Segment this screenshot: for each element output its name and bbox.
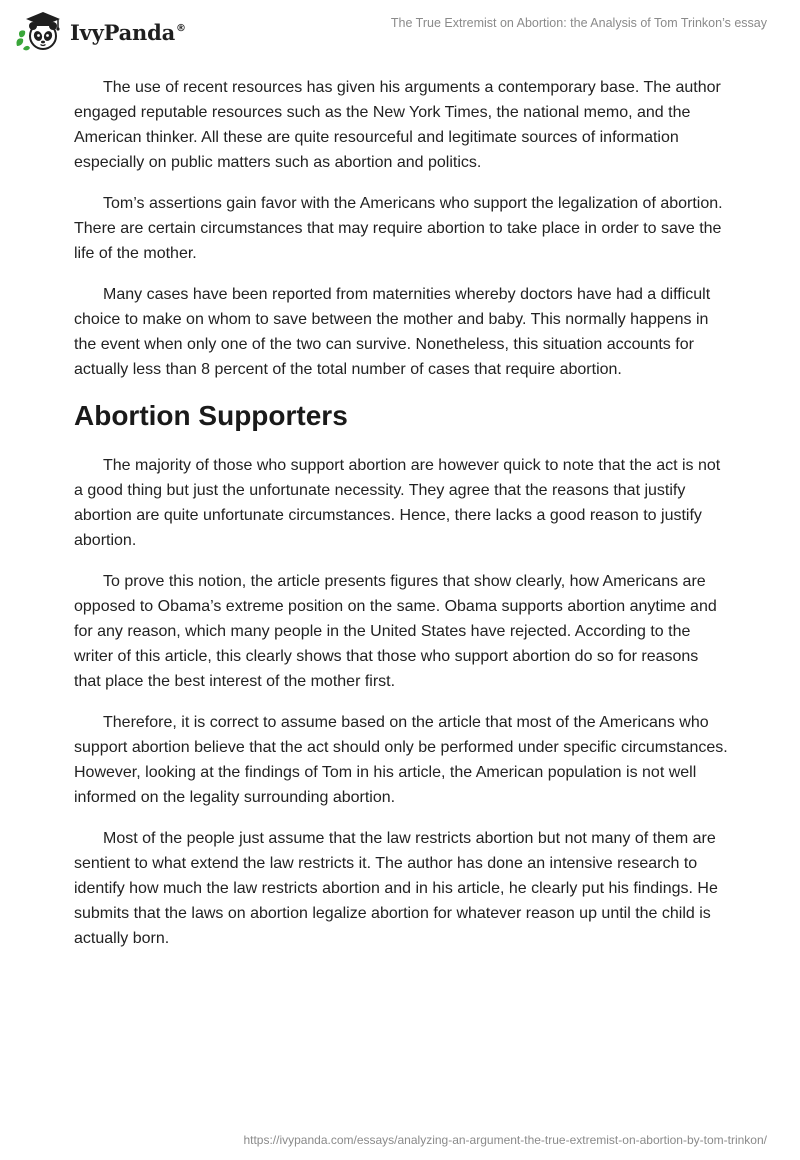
paragraph: The use of recent resources has given his arguments a contemporary base. The author engaged reputable resources such as the New York Times, the national memo, and the American thinker. All these are quite resourceful and legitimate sources of information especially on public matters such as abortion and politics. xyxy=(74,79,721,171)
brand-name: IvyPanda® xyxy=(70,19,186,45)
section-heading: Abortion Supporters xyxy=(74,400,348,431)
paragraph: To prove this notion, the article presents figures that show clearly, how Americans are opposed to Obama’s extreme position on the same. Obama supports abortion anytime and for any reason, which many people in the United States have rejected. According to the writer of this article, this clearly shows that those who support abortion do so for reasons that place the best interest of the mother first. xyxy=(74,573,717,690)
paragraph: The majority of those who support abortion are however quick to note that the act is not a good thing but just the unfortunate necessity. They agree that the reasons that justify abortion are quite unfortunate circumstances. Hence, there lacks a good reason to justify abortion. xyxy=(74,457,721,549)
paragraph: Most of the people just assume that the law restricts abortion but not many of them are sentient to what extend the law restricts it. The author has done an intensive research to identify how much the law restricts abortion and in his article, he clearly put his findings. He submits that the laws on abortion legalize abortion for whatever reason up until the child is actually born. xyxy=(74,830,718,947)
panda-graduate-icon xyxy=(14,10,64,52)
paragraph: Therefore, it is correct to assume based on the article that most of the Americans who support abortion believe that the act should only be performed under specific circumstances. However, looking at the findings of Tom in his article, the American population is not well informed on the legality surrounding abortion. xyxy=(74,714,728,806)
paragraph: Many cases have been reported from maternities whereby doctors have had a difficult choice to make on whom to save between the mother and baby. This normally happens in the event when only one of the two can survive. Nonetheless, this situation accounts for actually less than 8 percent of the total number of cases that require abortion. xyxy=(74,286,711,378)
source-url[interactable]: https://ivypanda.com/essays/analyzing-an-argument-the-true-extremist-on-abortion-by-tom-trinkon/ xyxy=(243,1133,767,1147)
essay-content xyxy=(74,75,729,967)
document-title: The True Extremist on Abortion: the Analysis of Tom Trinkon’s essay xyxy=(390,16,767,30)
paragraph: Tom’s assertions gain favor with the Americans who support the legalization of abortion. There are certain circumstances that may require abortion to take place in order to save the life of the mother. xyxy=(74,195,723,262)
page-header xyxy=(0,0,800,60)
ivypanda-logo[interactable] xyxy=(14,10,186,52)
registered-mark: ® xyxy=(176,22,186,34)
